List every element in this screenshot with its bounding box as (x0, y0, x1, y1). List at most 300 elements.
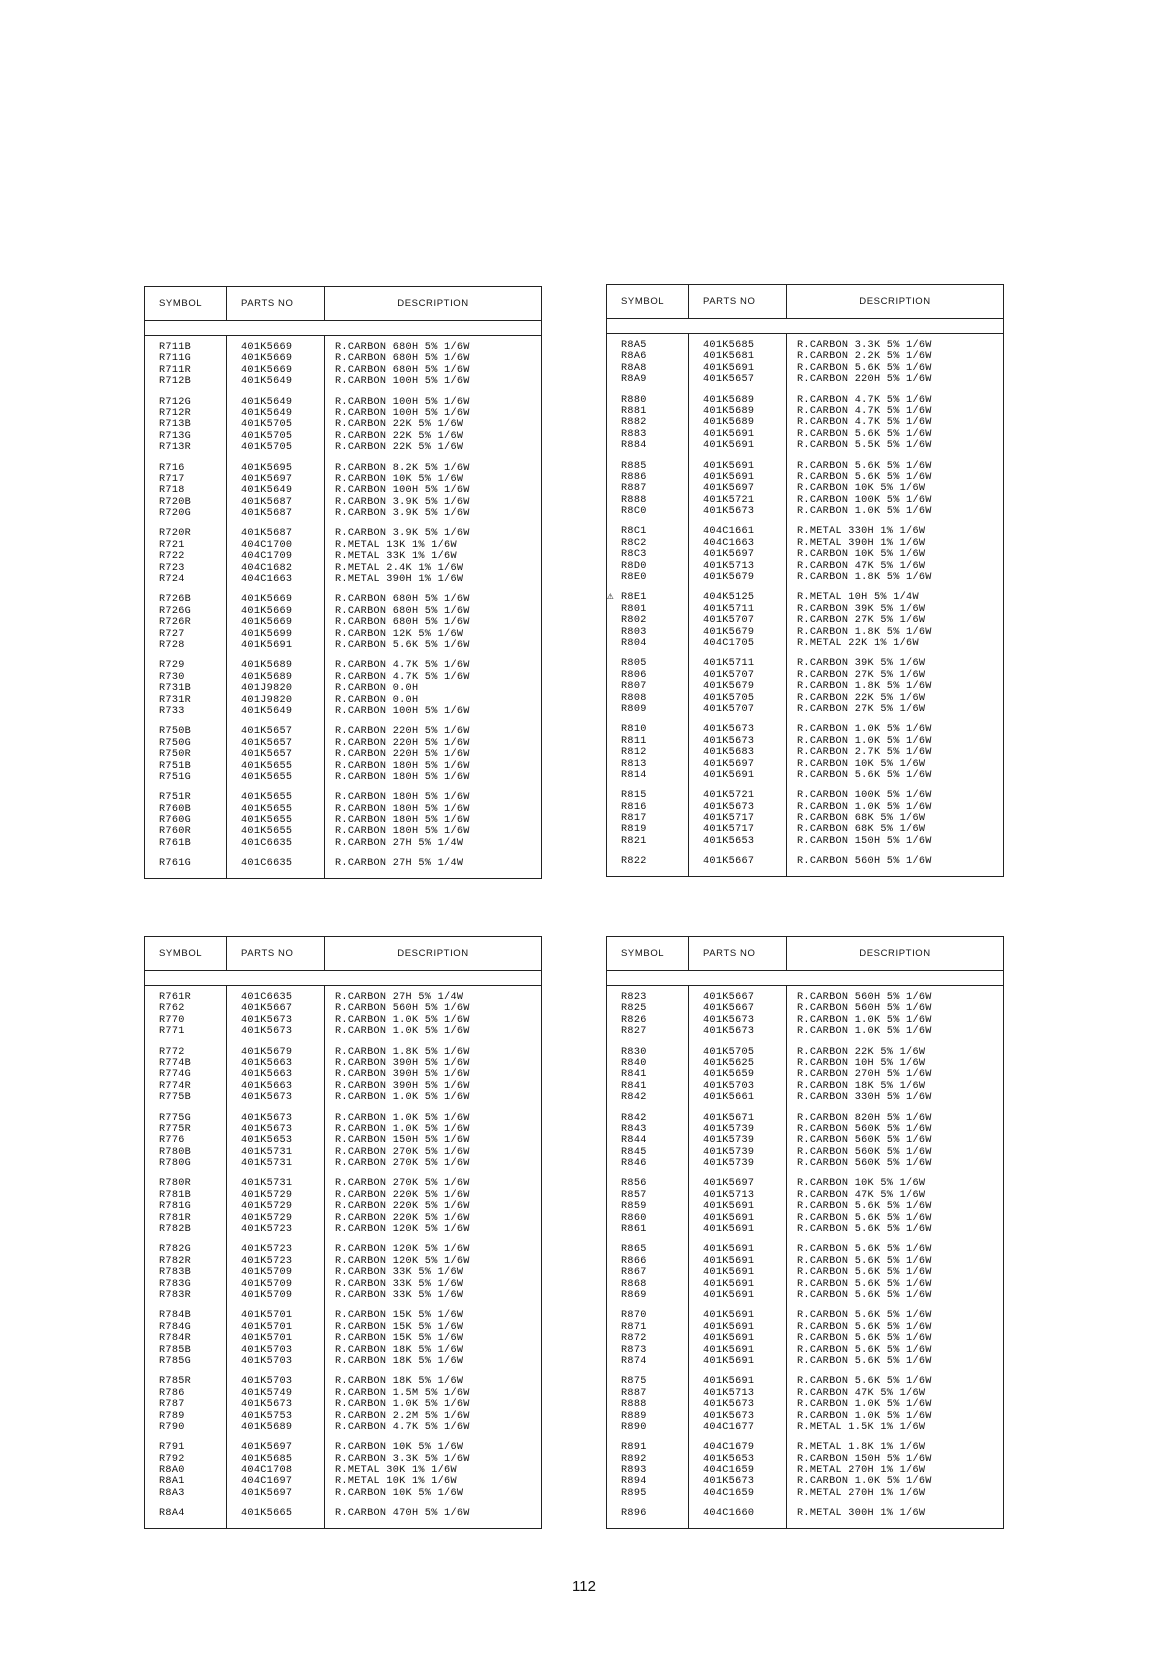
parts-no-cell: 401K5691 (703, 440, 755, 452)
symbol-cell: R781B (159, 1189, 192, 1201)
symbol-cell: R895 (621, 1487, 647, 1499)
parts-no-cell: 401K5703 (241, 1376, 293, 1388)
row-group (241, 992, 324, 1038)
symbol-cell: R785R (159, 1376, 192, 1388)
parts-no-cell: 401K5691 (703, 428, 755, 440)
parts-no-cell: 401K5691 (703, 1321, 755, 1333)
parts-no-cell: 401K5705 (241, 430, 293, 442)
parts-no-cell: 401K5703 (241, 1344, 293, 1356)
row-group (621, 340, 688, 386)
row-group (797, 1442, 1003, 1499)
parts-no-cell: 401K5749 (241, 1387, 293, 1399)
description-cell: R.CARBON 39K 5% 1/6W (797, 658, 926, 670)
parts-no-cell: 401C6635 (241, 992, 293, 1003)
parts-no-cell: 401K5655 (241, 826, 293, 838)
symbol-cell: R888 (621, 494, 647, 506)
symbol-cell: R894 (621, 1476, 647, 1488)
row-group (241, 1442, 324, 1499)
parts-no-cell: 401K5671 (703, 1112, 755, 1124)
symbol-column (607, 986, 689, 1528)
description-cell: R.CARBON 33K 5% 1/6W (335, 1289, 464, 1301)
row-group (159, 528, 226, 585)
symbol-cell: R750G (159, 737, 192, 749)
symbol-column (145, 336, 227, 878)
description-cell: R.CARBON 560H 5% 1/6W (335, 1003, 470, 1015)
row-group (607, 591, 688, 649)
parts-no-cell: 401K5709 (241, 1267, 293, 1279)
parts-no-cell: 401K5753 (241, 1410, 293, 1422)
symbol-cell: R875 (621, 1376, 647, 1388)
symbol-cell: R785G (159, 1355, 192, 1367)
parts-no-cell: 401K5685 (703, 340, 755, 351)
row-group (703, 1113, 786, 1170)
symbol-cell: R761G (159, 858, 192, 870)
description-cell: R.CARBON 180H 5% 1/6W (335, 815, 470, 827)
description-cell: R.CARBON 10K 5% 1/6W (797, 1178, 926, 1190)
symbol-cell: R761B (159, 837, 192, 849)
row-group (335, 1244, 541, 1301)
parts-no-cell: 404C1663 (241, 574, 293, 586)
row-group (335, 1376, 541, 1433)
parts-no-column (689, 986, 787, 1528)
row-group (159, 726, 226, 783)
symbol-cell: R760G (159, 815, 192, 827)
description-cell: R.CARBON 180H 5% 1/6W (335, 771, 470, 783)
symbol-cell: R870 (621, 1310, 647, 1322)
description-cell: R.CARBON 12K 5% 1/6W (335, 628, 464, 640)
symbol-cell: R774G (159, 1069, 192, 1081)
symbol-cell: R888 (621, 1399, 647, 1411)
row-group (703, 1508, 786, 1519)
parts-no-cell: 401K5697 (703, 549, 755, 561)
parts-no-cell: 401K5729 (241, 1201, 293, 1213)
description-cell: R.CARBON 18K 5% 1/6W (335, 1376, 464, 1388)
parts-no-cell: 404C1679 (703, 1442, 755, 1454)
parts-no-cell: 401K5731 (241, 1158, 293, 1170)
table-header (145, 937, 541, 971)
parts-no-cell: 401K5673 (241, 1112, 293, 1124)
symbol-cell: R842 (621, 1092, 647, 1104)
parts-no-cell: 401K5717 (703, 824, 755, 836)
parts-no-cell: 401K5653 (703, 835, 755, 847)
description-cell: R.CARBON 220H 5% 1/6W (797, 374, 932, 386)
parts-no-cell: 401K5673 (703, 1399, 755, 1411)
row-group (159, 1178, 226, 1235)
symbol-cell: R760B (159, 803, 192, 815)
symbol-cell: R786 (159, 1387, 185, 1399)
parts-no-cell: 401K5625 (703, 1057, 755, 1069)
page-number: 112 (572, 1578, 596, 1595)
symbol-cell: R844 (621, 1135, 647, 1147)
parts-no-cell: 401K5653 (241, 1135, 293, 1147)
header-parts-no: PARTS NO (227, 937, 325, 970)
parts-no-cell: 401K5691 (703, 1255, 755, 1267)
symbol-cell: R712G (159, 396, 192, 408)
row-group (797, 461, 1003, 518)
description-cell: R.CARBON 10K 5% 1/6W (797, 483, 926, 495)
header-symbol: SYMBOL (145, 937, 227, 970)
symbol-cell: R827 (621, 1026, 647, 1038)
description-cell: R.CARBON 22K 5% 1/6W (797, 692, 926, 704)
parts-no-cell: 401K5667 (703, 856, 755, 868)
description-cell: R.CARBON 27K 5% 1/6W (797, 615, 926, 627)
parts-no-cell: 401K5657 (241, 726, 293, 738)
parts-no-cell: 401K5659 (703, 1069, 755, 1081)
parts-no-cell: 401K5691 (703, 1355, 755, 1367)
row-group (159, 1310, 226, 1367)
description-cell: R.METAL 33K 1% 1/6W (335, 551, 457, 563)
parts-no-cell: 401K5687 (241, 508, 293, 520)
row-group (797, 526, 1003, 583)
parts-no-cell: 401K5673 (241, 1026, 293, 1038)
parts-no-cell: 401K5713 (703, 1387, 755, 1399)
description-cell: R.CARBON 560K 5% 1/6W (797, 1158, 932, 1170)
row-group (241, 792, 324, 849)
description-cell: R.CARBON 10K 5% 1/6W (335, 473, 464, 485)
description-cell: R.CARBON 10K 5% 1/6W (335, 1487, 464, 1499)
symbol-cell: R780R (159, 1178, 192, 1190)
symbol-cell: R817 (621, 813, 647, 825)
description-cell: R.CARBON 8.2K 5% 1/6W (335, 462, 470, 474)
parts-no-cell: 401K5691 (703, 1289, 755, 1301)
symbol-cell: R761R (159, 992, 192, 1003)
symbol-cell: R727 (159, 628, 185, 640)
parts-no-cell: 401K5705 (241, 419, 293, 431)
symbol-cell: R8A4 (159, 1508, 185, 1520)
row-group (241, 1508, 324, 1519)
parts-no-cell: 401K5673 (241, 1399, 293, 1411)
symbol-cell: R871 (621, 1321, 647, 1333)
parts-no-cell: 401K5649 (241, 376, 293, 388)
description-cell: R.CARBON 3.9K 5% 1/6W (335, 508, 470, 520)
row-group (335, 1508, 541, 1519)
symbol-cell: R760R (159, 826, 192, 838)
symbol-cell: R713G (159, 430, 192, 442)
symbol-cell: R751G (159, 771, 192, 783)
row-group (703, 1310, 786, 1367)
description-cell: R.CARBON 820H 5% 1/6W (797, 1112, 932, 1124)
description-cell: R.CARBON 0.0H (335, 683, 419, 695)
symbol-cell: R775R (159, 1123, 192, 1135)
table-header (145, 287, 541, 321)
symbol-cell: R890 (621, 1421, 647, 1433)
row-group (621, 1376, 688, 1433)
symbol-cell: R721 (159, 539, 185, 551)
parts-no-cell: 401K5653 (703, 1453, 755, 1465)
description-cell: R.CARBON 1.0K 5% 1/6W (797, 1476, 932, 1488)
row-group (703, 724, 786, 781)
parts-no-cell: 404C1663 (703, 537, 755, 549)
row-group (703, 395, 786, 452)
parts-no-cell: 401K5723 (241, 1244, 293, 1256)
description-cell: R.CARBON 270K 5% 1/6W (335, 1158, 470, 1170)
symbol-cell: R8C0 (621, 506, 647, 518)
description-cell: R.CARBON 5.6K 5% 1/6W (797, 460, 932, 472)
description-cell: R.CARBON 330H 5% 1/6W (797, 1092, 932, 1104)
row-group (621, 526, 688, 583)
description-cell: R.CARBON 1.8K 5% 1/6W (335, 1046, 470, 1058)
parts-no-column (227, 336, 325, 878)
row-group (335, 858, 541, 869)
symbol-cell: R887 (621, 483, 647, 495)
row-group (621, 1113, 688, 1170)
row-group (241, 528, 324, 585)
symbol-cell: R717 (159, 473, 185, 485)
description-cell: R.CARBON 10H 5% 1/6W (797, 1057, 926, 1069)
description-cell: R.CARBON 1.0K 5% 1/6W (797, 724, 932, 736)
header-description: DESCRIPTION (859, 296, 931, 307)
parts-no-cell: 401K5669 (241, 353, 293, 365)
row-group (159, 792, 226, 849)
parts-no-cell: 401K5717 (703, 813, 755, 825)
symbol-cell: R846 (621, 1158, 647, 1170)
parts-no-cell: 401K5711 (703, 603, 755, 615)
parts-no-cell: 401K5673 (703, 506, 755, 518)
parts-no-cell: 401K5663 (241, 1069, 293, 1081)
symbol-cell: R869 (621, 1289, 647, 1301)
row-group (797, 790, 1003, 847)
row-group (159, 1113, 226, 1170)
symbol-cell: R720G (159, 508, 192, 520)
description-cell: R.CARBON 1.8K 5% 1/6W (797, 572, 932, 584)
symbol-cell: R724 (159, 574, 185, 586)
symbol-cell: R840 (621, 1057, 647, 1069)
row-group (703, 592, 786, 649)
symbol-cell: R751B (159, 760, 192, 772)
row-group (621, 1244, 688, 1301)
symbol-cell: R711G (159, 353, 192, 365)
symbol-cell: R816 (621, 801, 647, 813)
parts-no-cell: 401K5679 (703, 681, 755, 693)
parts-no-cell: 401K5685 (241, 1453, 293, 1465)
row-group (621, 790, 688, 847)
row-group (241, 726, 324, 783)
parts-no-cell: 401K5739 (703, 1123, 755, 1135)
description-cell: R.CARBON 180H 5% 1/6W (335, 760, 470, 772)
symbol-cell: R882 (621, 417, 647, 429)
row-group (159, 660, 226, 717)
description-cell: R.CARBON 220K 5% 1/6W (335, 1201, 470, 1213)
parts-no-cell: 401K5707 (703, 703, 755, 715)
parts-no-cell: 401K5713 (703, 1189, 755, 1201)
symbol-cell: R887 (621, 1387, 647, 1399)
row-group (703, 1178, 786, 1235)
symbol-cell: R883 (621, 428, 647, 440)
parts-no-cell: 401K5731 (241, 1146, 293, 1158)
header-description: DESCRIPTION (397, 948, 469, 959)
header-parts-no: PARTS NO (227, 287, 325, 320)
table-body (145, 335, 541, 878)
parts-no-cell: 401K5691 (703, 1201, 755, 1213)
row-group (797, 1113, 1003, 1170)
description-cell: R.CARBON 680H 5% 1/6W (335, 594, 470, 606)
row-group (797, 1178, 1003, 1235)
row-group (335, 660, 541, 717)
description-cell: R.CARBON 5.6K 5% 1/6W (797, 1255, 932, 1267)
parts-no-cell: 401K5669 (241, 342, 293, 353)
row-group (335, 463, 541, 520)
description-cell: R.CARBON 4.7K 5% 1/6W (797, 405, 932, 417)
header-symbol: SYMBOL (607, 285, 689, 318)
parts-no-cell: 401K5673 (241, 1014, 293, 1026)
parts-no-cell: 401K5697 (703, 758, 755, 770)
description-cell: R.CARBON 100H 5% 1/6W (335, 485, 470, 497)
row-group (335, 1310, 541, 1367)
description-cell: R.CARBON 680H 5% 1/6W (335, 605, 470, 617)
parts-no-cell: 401K5679 (703, 626, 755, 638)
symbol-cell: R825 (621, 1003, 647, 1015)
description-cell: R.CARBON 1.0K 5% 1/6W (797, 1410, 932, 1422)
parts-table (144, 286, 542, 879)
description-cell: R.CARBON 4.7K 5% 1/6W (797, 417, 932, 429)
row-group (703, 461, 786, 518)
description-cell: R.CARBON 100H 5% 1/6W (335, 705, 470, 717)
row-group (335, 792, 541, 849)
row-group (159, 1244, 226, 1301)
parts-no-cell: 401K5649 (241, 407, 293, 419)
description-cell: R.CARBON 560H 5% 1/6W (797, 1003, 932, 1015)
row-group (241, 660, 324, 717)
parts-table (606, 284, 1004, 877)
parts-no-cell: 401K5701 (241, 1333, 293, 1345)
parts-no-cell: 401K5723 (241, 1255, 293, 1267)
description-cell: R.CARBON 4.7K 5% 1/6W (797, 394, 932, 406)
parts-no-cell: 401K5689 (241, 671, 293, 683)
row-group (241, 342, 324, 388)
symbol-cell: R813 (621, 758, 647, 770)
description-cell: R.CARBON 1.0K 5% 1/6W (797, 1014, 932, 1026)
symbol-cell: R868 (621, 1278, 647, 1290)
parts-no-cell: 401K5679 (241, 1046, 293, 1058)
row-group (703, 526, 786, 583)
description-cell: R.CARBON 10K 5% 1/6W (335, 1442, 464, 1454)
parts-no-cell: 401K5655 (241, 760, 293, 772)
symbol-cell: R762 (159, 1003, 185, 1015)
parts-no-cell: 401K5691 (703, 1333, 755, 1345)
symbol-cell: R776 (159, 1135, 185, 1147)
parts-no-cell: 401K5691 (703, 1278, 755, 1290)
description-cell: R.CARBON 33K 5% 1/6W (335, 1267, 464, 1279)
symbol-cell: R726R (159, 617, 192, 629)
table-body (145, 985, 541, 1528)
description-cell: R.CARBON 18K 5% 1/6W (335, 1344, 464, 1356)
description-cell: R.CARBON 68K 5% 1/6W (797, 813, 926, 825)
description-cell: R.CARBON 220K 5% 1/6W (335, 1189, 470, 1201)
row-group (703, 340, 786, 386)
description-cell: R.CARBON 560H 5% 1/6W (797, 992, 932, 1003)
description-cell: R.CARBON 1.0K 5% 1/6W (797, 1399, 932, 1411)
symbol-cell: R805 (621, 658, 647, 670)
parts-no-cell: 401K5655 (241, 815, 293, 827)
parts-no-cell: 401K5691 (703, 1244, 755, 1256)
symbol-cell: R8D0 (621, 560, 647, 572)
row-group (241, 594, 324, 651)
row-group (159, 594, 226, 651)
parts-no-cell: 401K5709 (241, 1289, 293, 1301)
symbol-cell: R711B (159, 342, 192, 353)
parts-no-cell: 401K5695 (241, 462, 293, 474)
parts-no-cell: 401K5707 (703, 615, 755, 627)
parts-no-cell: 401K5691 (703, 1267, 755, 1279)
description-cell: R.CARBON 1.0K 5% 1/6W (335, 1112, 470, 1124)
symbol-cell: R774R (159, 1080, 192, 1092)
parts-no-cell: 401K5709 (241, 1278, 293, 1290)
row-group (159, 397, 226, 454)
description-cell: R.CARBON 390H 5% 1/6W (335, 1069, 470, 1081)
description-cell: R.CARBON 2.2K 5% 1/6W (797, 351, 932, 363)
symbol-cell: R889 (621, 1410, 647, 1422)
description-cell: R.CARBON 5.6K 5% 1/6W (797, 1321, 932, 1333)
description-cell: R.CARBON 27H 5% 1/4W (335, 837, 464, 849)
parts-no-cell: 401K5697 (703, 483, 755, 495)
parts-no-cell: 401K5691 (703, 769, 755, 781)
row-group (335, 397, 541, 454)
description-cell: R.CARBON 0.0H (335, 694, 419, 706)
symbol-cell: R884 (621, 440, 647, 452)
table-body (607, 333, 1003, 876)
description-cell: R.METAL 330H 1% 1/6W (797, 526, 926, 538)
description-cell: R.CARBON 560K 5% 1/6W (797, 1123, 932, 1135)
row-group (621, 856, 688, 867)
symbol-cell: R892 (621, 1453, 647, 1465)
parts-table (144, 936, 542, 1529)
description-cell: R.CARBON 18K 5% 1/6W (335, 1355, 464, 1367)
parts-no-cell: 401K5739 (703, 1146, 755, 1158)
row-group (335, 726, 541, 783)
row-group (703, 1442, 786, 1499)
symbol-cell: R775G (159, 1112, 192, 1124)
row-group (241, 1310, 324, 1367)
symbol-cell: R860 (621, 1212, 647, 1224)
parts-no-cell: 401K5673 (703, 724, 755, 736)
symbol-cell: R723 (159, 562, 185, 574)
parts-no-cell: 401K5669 (241, 605, 293, 617)
row-group (797, 1244, 1003, 1301)
symbol-cell: R804 (621, 637, 647, 649)
row-group (797, 1376, 1003, 1433)
symbol-cell: R830 (621, 1046, 647, 1058)
symbol-cell: R814 (621, 769, 647, 781)
safety-warning-icon: ⚠ (607, 591, 614, 604)
description-cell: R.CARBON 3.9K 5% 1/6W (335, 528, 470, 540)
description-cell: R.CARBON 560K 5% 1/6W (797, 1135, 932, 1147)
parts-no-cell: 404C1660 (703, 1508, 755, 1520)
description-cell: R.CARBON 2.2M 5% 1/6W (335, 1410, 470, 1422)
row-group (797, 992, 1003, 1038)
parts-no-cell: 401K5705 (241, 442, 293, 454)
description-cell: R.CARBON 10K 5% 1/6W (797, 758, 926, 770)
description-cell: R.CARBON 15K 5% 1/6W (335, 1310, 464, 1322)
symbol-cell: R822 (621, 856, 647, 868)
symbol-cell: R790 (159, 1421, 185, 1433)
description-cell: R.CARBON 680H 5% 1/6W (335, 617, 470, 629)
row-group (241, 1047, 324, 1104)
description-cell: R.METAL 390H 1% 1/6W (335, 574, 464, 586)
parts-no-cell: 401K5679 (703, 572, 755, 584)
description-cell: R.CARBON 680H 5% 1/6W (335, 342, 470, 353)
parts-no-cell: 401K5649 (241, 396, 293, 408)
parts-no-cell: 401K5691 (241, 639, 293, 651)
description-cell: R.METAL 1.5K 1% 1/6W (797, 1421, 926, 1433)
symbol-cell: R809 (621, 703, 647, 715)
table-header (607, 937, 1003, 971)
row-group (159, 858, 226, 869)
symbol-cell: R728 (159, 639, 185, 651)
description-cell: R.CARBON 1.8K 5% 1/6W (797, 626, 932, 638)
description-column (787, 334, 1003, 876)
description-cell: R.METAL 13K 1% 1/6W (335, 539, 457, 551)
parts-no-cell: 404C1677 (703, 1421, 755, 1433)
